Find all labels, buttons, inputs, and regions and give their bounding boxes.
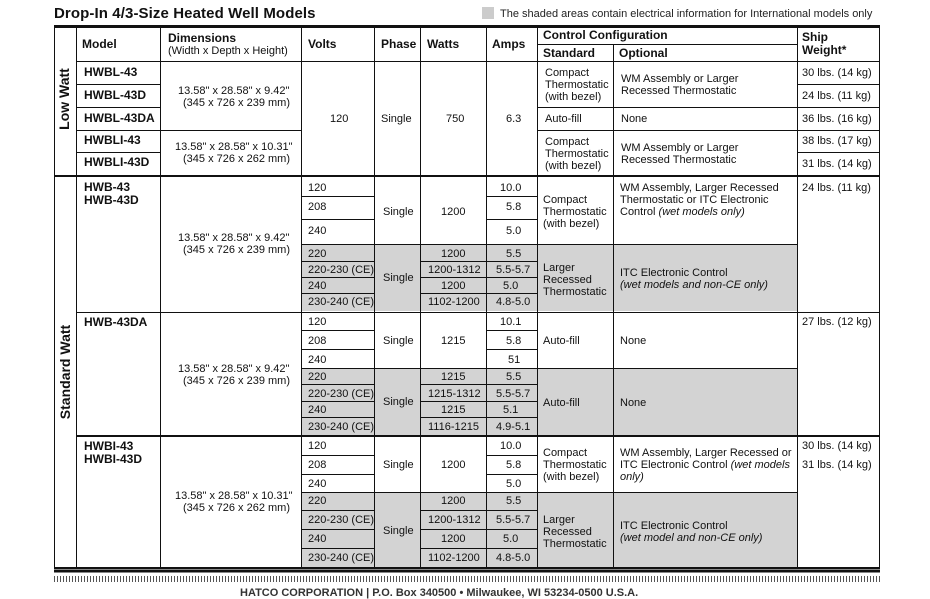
footer-barcode-strip	[54, 576, 880, 582]
intl-control-optional-note: (wet models and non-CE only)	[620, 279, 768, 291]
header-dimensions-sub: (Width x Depth x Height)	[168, 45, 288, 57]
intl-control-standard: Auto-fill	[543, 397, 580, 409]
model-name: HWBLI-43	[84, 133, 141, 147]
intl-watts: 1200	[441, 533, 466, 545]
intl-control-optional	[620, 267, 792, 291]
control-optional: WM Assembly or Larger Recessed Thermostatic	[621, 142, 739, 166]
intl-volts: 220	[308, 248, 327, 260]
intl-phase: Single	[383, 396, 414, 408]
header-model: Model	[82, 37, 117, 51]
volts-value: 240	[308, 225, 327, 237]
header-weight: Weight*	[802, 43, 847, 57]
intl-volts: 220	[308, 371, 327, 383]
control-standard: Auto-fill	[543, 335, 580, 347]
model-name: HWBI-43D	[84, 452, 143, 466]
intl-phase: Single	[383, 525, 414, 537]
watts-value: 1215	[441, 335, 466, 347]
intl-amps: 5.5	[506, 248, 522, 260]
amps-value: 10.0	[500, 440, 522, 452]
header-control: Control Configuration	[543, 28, 668, 42]
dimensions-inches: 13.58" x 28.58" x 10.31"	[175, 141, 293, 153]
dimensions-mm: (345 x 726 x 239 mm)	[183, 244, 290, 256]
phase-value: Single	[383, 459, 414, 471]
intl-watts: 1200-1312	[428, 264, 481, 276]
amps-value: 5.8	[506, 201, 522, 213]
intl-watts: 1215-1312	[428, 388, 481, 400]
control-standard: Compact Thermostatic (with bezel)	[543, 447, 607, 483]
amps-value: 51	[508, 354, 521, 366]
intl-amps: 5.5	[506, 495, 522, 507]
volts-value: 208	[308, 335, 327, 347]
amps-value: 6.3	[506, 113, 522, 125]
control-standard: Compact Thermostatic (with bezel)	[543, 194, 607, 230]
shading-note-text: The shaded areas contain electrical information for International models only	[500, 8, 873, 20]
model-name: HWBLI-43D	[84, 155, 150, 169]
intl-watts: 1200-1312	[428, 514, 481, 526]
volts-value: 120	[308, 440, 327, 452]
intl-volts: 240	[308, 280, 327, 292]
dimensions-inches: 13.58" x 28.58" x 9.42"	[178, 85, 290, 97]
intl-amps: 5.5	[506, 371, 522, 383]
volts-value: 208	[308, 201, 327, 213]
intl-control-standard: Larger Recessed Thermostatic	[543, 262, 607, 298]
intl-watts: 1215	[441, 371, 466, 383]
control-optional: None	[620, 335, 647, 347]
header-phase: Phase	[381, 37, 417, 51]
intl-watts: 1102-1200	[428, 552, 480, 564]
intl-volts: 220-230 (CE)	[308, 388, 375, 400]
group-low-watt: Low Watt	[56, 68, 72, 130]
intl-volts: 220	[308, 495, 327, 507]
header-volts: Volts	[308, 37, 337, 51]
model-name: HWBL-43	[84, 65, 138, 79]
dimensions-mm: (345 x 726 x 239 mm)	[183, 97, 290, 109]
intl-watts: 1200	[441, 248, 466, 260]
model-name: HWB-43DA	[84, 315, 148, 329]
dimensions-mm: (345 x 726 x 262 mm)	[183, 153, 290, 165]
page-title: Drop-In 4/3-Size Heated Well Models	[54, 5, 316, 22]
control-standard: Auto-fill	[545, 113, 582, 125]
control-optional: WM Assembly or Larger Recessed Thermostatic	[621, 73, 739, 97]
intl-volts: 230-240 (CE)	[308, 296, 375, 308]
amps-value: 5.8	[506, 459, 522, 471]
intl-control-optional: None	[620, 397, 647, 409]
amps-value: 5.8	[506, 335, 522, 347]
watts-value: 750	[446, 113, 465, 125]
intl-volts: 220-230 (CE)	[308, 264, 375, 276]
intl-watts: 1116-1215	[428, 421, 479, 433]
intl-watts: 1200	[441, 280, 466, 292]
intl-amps: 4.8-5.0	[496, 296, 531, 308]
amps-value: 10.0	[500, 182, 522, 194]
ship-weight: 27 lbs. (12 kg)	[802, 316, 872, 328]
header-watts: Watts	[427, 37, 460, 51]
ship-weight: 36 lbs. (16 kg)	[802, 113, 872, 125]
intl-amps: 4.8-5.0	[496, 552, 531, 564]
volts-value: 208	[308, 459, 327, 471]
intl-amps: 4.9-5.1	[496, 421, 531, 433]
control-standard: Compact Thermostatic (with bezel)	[545, 136, 609, 172]
model-name: HWB-43D	[84, 193, 139, 207]
intl-volts: 230-240 (CE)	[308, 552, 375, 564]
watts-value: 1200	[441, 206, 466, 218]
intl-amps: 5.5-5.7	[496, 388, 531, 400]
intl-control-optional-text: ITC Electronic Control	[620, 520, 728, 532]
intl-amps: 5.1	[503, 404, 519, 416]
ship-weight: 30 lbs. (14 kg)	[802, 440, 872, 452]
control-optional	[620, 447, 792, 483]
volts-value: 120	[308, 182, 327, 194]
dimensions-mm: (345 x 726 x 262 mm)	[183, 502, 290, 514]
intl-amps: 5.5-5.7	[496, 514, 531, 526]
intl-volts: 220-230 (CE)	[308, 514, 375, 526]
intl-amps: 5.5-5.7	[496, 264, 531, 276]
dimensions-inches: 13.58" x 28.58" x 9.42"	[178, 232, 290, 244]
header-amps: Amps	[492, 37, 526, 51]
intl-amps: 5.0	[503, 533, 519, 545]
intl-watts: 1215	[441, 404, 466, 416]
intl-phase: Single	[383, 272, 414, 284]
ship-weight: 38 lbs. (17 kg)	[802, 135, 872, 147]
header-dimensions: Dimensions	[168, 31, 237, 45]
model-name: HWBL-43D	[84, 88, 146, 102]
dimensions-inches: 13.58" x 28.58" x 9.42"	[178, 363, 290, 375]
amps-value: 5.0	[506, 225, 522, 237]
volts-value: 120	[308, 316, 327, 328]
control-standard: Compact Thermostatic (with bezel)	[545, 67, 609, 103]
model-name: HWB-43	[84, 180, 131, 194]
amps-value: 5.0	[506, 478, 522, 490]
header-standard: Standard	[543, 46, 596, 60]
phase-value: Single	[383, 335, 414, 347]
phase-value: Single	[381, 113, 412, 125]
ship-weight: 31 lbs. (14 kg)	[802, 158, 872, 170]
ship-weight: 24 lbs. (11 kg)	[802, 182, 871, 194]
watts-value: 1200	[441, 459, 466, 471]
ship-weight: 30 lbs. (14 kg)	[802, 67, 872, 79]
intl-control-optional-text: ITC Electronic Control	[620, 267, 728, 279]
ship-weight: 31 lbs. (14 kg)	[802, 459, 872, 471]
model-name: HWBL-43DA	[84, 111, 155, 125]
footer-company: HATCO CORPORATION | P.O. Box 340500 • Milwaukee, WI 53234-0500 U.S.A.	[240, 587, 639, 599]
ship-weight: 24 lbs. (11 kg)	[802, 90, 871, 102]
model-name: HWBI-43	[84, 439, 134, 453]
control-optional-text: WM Assembly, Larger Recessed Thermostatic or ITC Electronic Control	[620, 182, 779, 218]
volts-value: 120	[330, 113, 349, 125]
dimensions-inches: 13.58" x 28.58" x 10.31"	[175, 490, 293, 502]
intl-control-standard: Larger Recessed Thermostatic	[543, 514, 607, 550]
control-optional-note: (wet models only)	[658, 206, 745, 218]
header-ship: Ship	[802, 30, 828, 44]
volts-value: 240	[308, 478, 327, 490]
dimensions-mm: (345 x 726 x 239 mm)	[183, 375, 290, 387]
control-optional-text: WM Assembly, Larger Recessed or ITC Electronic Control	[620, 447, 792, 471]
control-optional	[620, 182, 792, 218]
control-optional-note: (wet models only)	[620, 459, 790, 483]
phase-value: Single	[383, 206, 414, 218]
volts-value: 240	[308, 354, 327, 366]
intl-volts: 230-240 (CE)	[308, 421, 375, 433]
group-standard-watt: Standard Watt	[57, 324, 73, 420]
intl-control-optional-note: (wet model and non-CE only)	[620, 532, 763, 544]
intl-volts: 240	[308, 533, 327, 545]
intl-watts: 1200	[441, 495, 466, 507]
intl-watts: 1102-1200	[428, 296, 480, 308]
intl-control-optional	[620, 520, 792, 544]
intl-volts: 240	[308, 404, 327, 416]
amps-value: 10.1	[500, 316, 522, 328]
header-optional: Optional	[619, 46, 668, 60]
intl-amps: 5.0	[503, 280, 519, 292]
control-optional: None	[621, 113, 648, 125]
